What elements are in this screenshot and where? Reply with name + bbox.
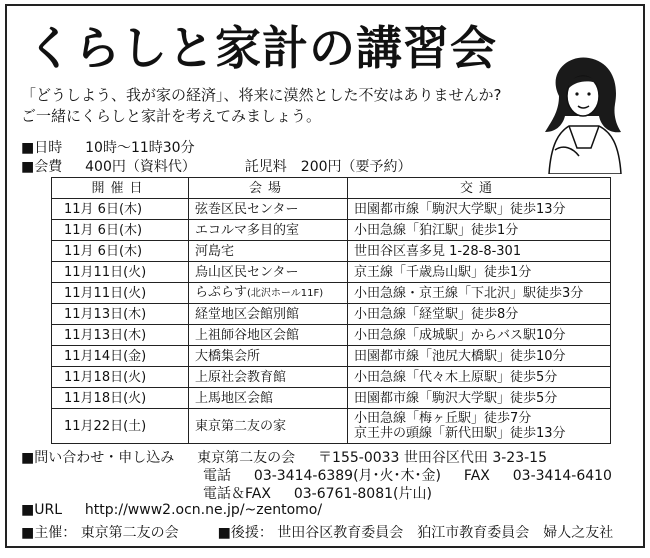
url-link[interactable]: http://www2.ocn.ne.jp/~zentomo/ (84, 502, 323, 518)
header-access: 交通 (348, 178, 611, 199)
cell-access: 田園都市線「駒沢大学駅」徒歩5分 (348, 388, 611, 409)
url-label: ■URL (21, 502, 63, 518)
intro-line-1: 「どうしよう、我が家の経済」、将来に漠然とした不安はありませんか? (21, 86, 502, 104)
fee-value: 400円（資料代） (85, 159, 196, 175)
datetime-line (21, 137, 195, 157)
cell-access: 小田急線「経堂駅」徒歩8分 (348, 304, 611, 325)
intro-line-2: ご一緒にくらしと家計を考えてみましょう。 (21, 107, 322, 125)
datetime-value: 10時～11時30分 (85, 140, 195, 156)
table-row (52, 241, 611, 262)
table-row (52, 283, 611, 304)
cell-venue (189, 283, 348, 304)
cell-access: 世田谷区喜多見 1-28-8-301 (348, 241, 611, 262)
table-row (52, 388, 611, 409)
table-row (52, 367, 611, 388)
cell-access: 田園都市線「駒沢大学駅」徒歩13分 (348, 199, 611, 220)
host-label: ■主催： (21, 525, 77, 541)
table-row (52, 409, 611, 444)
phonefax-number: 03-6761-8081(片山) (293, 486, 432, 502)
fax-label: FAX (463, 468, 490, 484)
venue-name: らぷらす (195, 285, 248, 300)
schedule-table (51, 177, 611, 444)
cell-venue: 烏山区民センター (189, 262, 348, 283)
cell-venue: 上馬地区会館 (189, 388, 348, 409)
url-line (21, 502, 322, 518)
cell-date: 11月 6日(木) (52, 241, 189, 262)
fee-label: ■会費 (21, 159, 63, 175)
cell-venue: 経堂地区会館別館 (189, 304, 348, 325)
fax-number: 03-3414-6410 (512, 468, 612, 484)
venue-note: (北沢ホール11F) (247, 288, 324, 299)
cell-venue: 東京第二友の家 (189, 409, 348, 444)
supporters: 世田谷区教育委員会 狛江市教育委員会 婦人之友社 (277, 525, 614, 541)
table-row (52, 325, 611, 346)
phone-number: 03-3414-6389(月･火･木･金) (253, 468, 442, 484)
cell-date: 11月22日(土) (52, 409, 189, 444)
cell-date: 11月13日(木) (52, 304, 189, 325)
cell-venue: エコルマ多目的室 (189, 220, 348, 241)
cell-access: 小田急線「成城駅」からバス駅10分 (348, 325, 611, 346)
access-line-2: 京王井の頭線「新代田駅」徒歩13分 (354, 426, 566, 441)
sponsor-line (21, 522, 613, 542)
cell-date: 11月 6日(木) (52, 199, 189, 220)
cell-date: 11月18日(火) (52, 367, 189, 388)
page-title: くらしと家計の講習会 (27, 21, 497, 75)
host-name: 東京第二友の会 (80, 525, 179, 541)
header-date: 開催日 (52, 178, 189, 199)
support-label: ■後援： (217, 525, 273, 541)
table-row (52, 262, 611, 283)
cell-date: 11月14日(金) (52, 346, 189, 367)
cell-venue: 大橋集会所 (189, 346, 348, 367)
table-row (52, 304, 611, 325)
cell-venue: 河島宅 (189, 241, 348, 262)
access-line-1: 小田急線「梅ヶ丘駅」徒歩7分 (354, 411, 532, 426)
cell-access (348, 409, 611, 444)
phonefax-line (203, 483, 432, 503)
cell-access: 小田急線・京王線「下北沢」駅徒歩3分 (348, 283, 611, 304)
table-row (52, 199, 611, 220)
cell-access: 京王線「千歳烏山駅」徒歩1分 (348, 262, 611, 283)
cell-date: 11月11日(火) (52, 262, 189, 283)
phone-line (203, 465, 612, 485)
cell-date: 11月18日(火) (52, 388, 189, 409)
table-row (52, 346, 611, 367)
cell-access: 小田急線「代々木上原駅」徒歩5分 (348, 367, 611, 388)
phone-label: 電話 (203, 468, 231, 484)
cell-date: 11月 6日(木) (52, 220, 189, 241)
table-header-row (52, 178, 611, 199)
cell-access: 小田急線「狛江駅」徒歩1分 (348, 220, 611, 241)
woman-illustration-icon (529, 52, 629, 174)
fee-line (21, 156, 412, 176)
cell-venue: 上祖師谷地区会館 (189, 325, 348, 346)
datetime-label: ■日時 (21, 140, 63, 156)
cell-date: 11月13日(木) (52, 325, 189, 346)
flyer (5, 4, 645, 548)
inquiry-line (21, 447, 547, 467)
childcare-fee: 託児料 200円（要予約） (244, 159, 412, 175)
header-venue: 会場 (189, 178, 348, 199)
cell-venue: 弦巻区民センター (189, 199, 348, 220)
inquiry-label: ■問い合わせ・申し込み (21, 450, 175, 466)
organizer-name: 東京第二友の会 (197, 450, 296, 466)
cell-venue: 上原社会教育館 (189, 367, 348, 388)
table-row (52, 220, 611, 241)
cell-date: 11月11日(火) (52, 283, 189, 304)
phonefax-label: 電話＆FAX (203, 486, 271, 502)
address: 〒155-0033 世田谷区代田 3-23-15 (318, 450, 547, 466)
cell-access: 田園都市線「池尻大橋駅」徒歩10分 (348, 346, 611, 367)
